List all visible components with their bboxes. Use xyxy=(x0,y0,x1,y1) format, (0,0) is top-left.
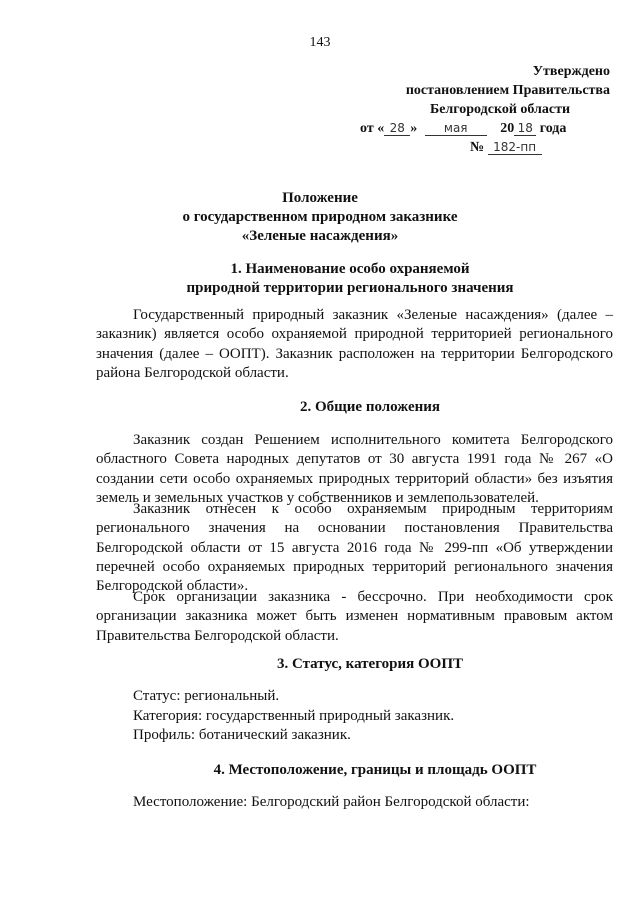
approval-line-resolution: постановлением Правительства xyxy=(405,83,610,98)
document-title xyxy=(0,189,640,246)
section-2-heading: 2. Общие положения xyxy=(299,399,441,415)
approval-line-approved: Утверждено xyxy=(532,64,610,79)
status-line: Статус: региональный. xyxy=(133,688,280,704)
title-line-3: «Зеленые насаждения» xyxy=(241,228,399,244)
section-2-paragraph-1: Заказник создан Решением исполнительного комитета Белгородского областного Совета народных депутатов от 30 августа 1991 года № 267 «О создании сети особо охраняемых природных территорий области» без изъятия земель и земельных участков у собственников и землепользователей. xyxy=(96,432,613,506)
date-year-word: года xyxy=(539,121,567,136)
section-3-details xyxy=(133,687,454,746)
section-2-paragraph-3: Срок организации заказника - бессрочно. При необходимости срок организации заказника может быть изменен нормативным правовым актом Правительства Белгородской области. xyxy=(96,589,613,644)
approval-stamp xyxy=(360,62,610,157)
approval-number xyxy=(360,138,610,157)
section-4-heading: 4. Местоположение, границы и площадь ООПТ xyxy=(213,762,537,778)
date-year-suffix: 18 xyxy=(514,122,536,136)
category-line: Категория: государственный природный заказник. xyxy=(133,707,455,724)
date-year-prefix: 20 xyxy=(500,121,515,136)
date-prefix: от « xyxy=(360,121,385,136)
profile-line: Профиль: ботанический заказник. xyxy=(133,727,351,743)
section-1-heading xyxy=(0,260,640,298)
section-1-paragraph: Государственный природный заказник «Зеленые насаждения» (далее – заказник) является особо охраняемой природной территорией регионального значения (далее – ООПТ). Заказник расположен на территории Белгородского района Белгородской области. xyxy=(96,307,613,381)
date-day-close: » xyxy=(410,121,418,136)
date-day: 28 xyxy=(384,122,410,136)
number-prefix: № xyxy=(470,140,485,155)
date-month: мая xyxy=(425,122,487,136)
page-number: 143 xyxy=(309,35,331,50)
title-line-2: о государственном природном заказнике xyxy=(182,209,458,225)
section-2-paragraph-2: Заказник отнесен к особо охраняемым природным территориям регионального значения на основании постановления Правительства Белгородской области от 15 августа 2016 года № 299-пп «Об утверждении перечней особо охраняемых природных территорий регионального значения Белгородской области». xyxy=(96,501,613,595)
section-1-heading-line-2: природной территории регионального значения xyxy=(186,280,514,296)
section-1-heading-line-1: 1. Наименование особо охраняемой xyxy=(230,261,470,277)
section-3-heading: 3. Статус, категория ООПТ xyxy=(276,656,463,672)
approval-date xyxy=(360,119,610,138)
number-value: 182-пп xyxy=(488,141,542,155)
section-4-location: Местоположение: Белгородский район Белгородской области: xyxy=(133,794,530,810)
approval-line-region: Белгородской области xyxy=(429,102,571,117)
title-line-1: Положение xyxy=(282,190,358,206)
